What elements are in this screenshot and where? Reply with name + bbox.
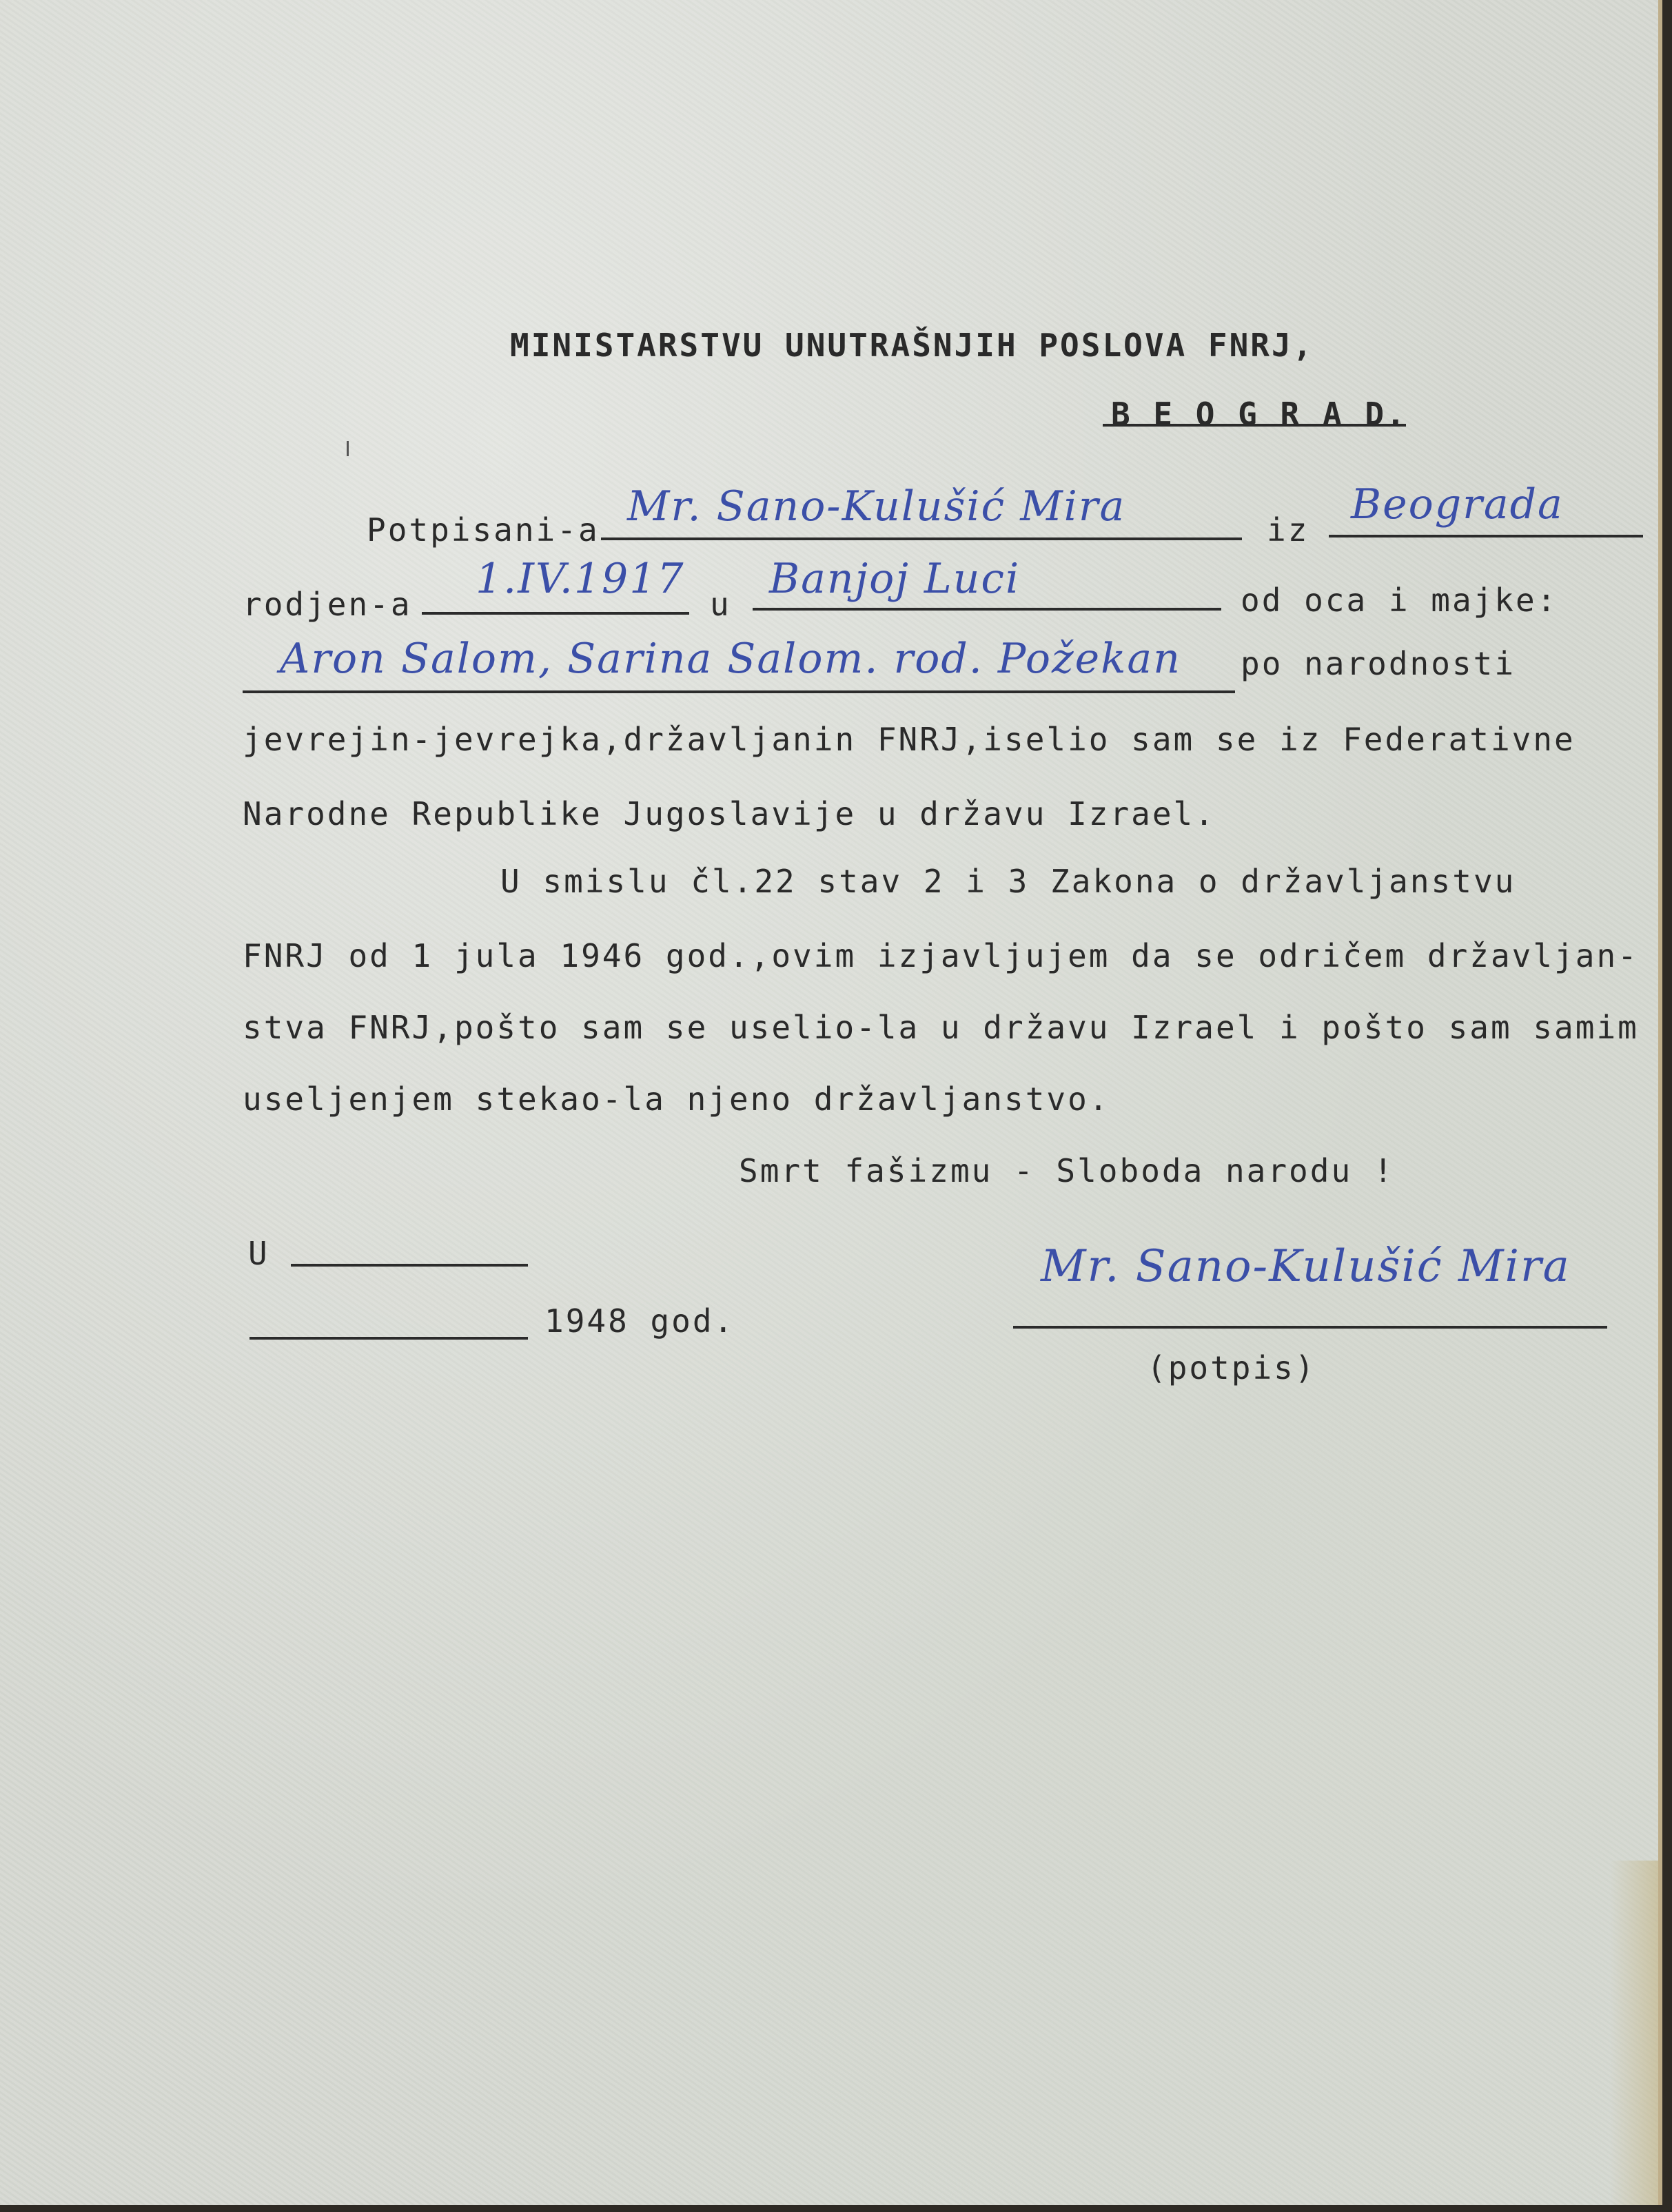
year-text: 1948 god. [544, 1302, 735, 1340]
place-line [291, 1264, 528, 1267]
paragraph-1-line-4: jevrejin-jevrejka,državljanin FNRJ,iselio sam se iz Federativne [243, 721, 1576, 758]
slogan: Smrt fašizmu - Sloboda narodu ! [739, 1152, 1395, 1189]
paragraph-1-line-5: Narodne Republike Jugoslavije u državu Izrael. [243, 795, 1216, 832]
statement-line-1: U smislu čl.22 stav 2 i 3 Zakona o državljanstvu [500, 863, 1516, 900]
place-label: U [248, 1235, 269, 1272]
from-city-handwritten: Beograda [1351, 480, 1564, 529]
statement-line-4: useljenjem stekao-la njeno državljanstvo. [243, 1081, 1110, 1118]
date-line [249, 1337, 528, 1340]
signed-name-handwritten: Mr. Sano-Kulušić Mira [627, 482, 1126, 531]
from-city-line [1329, 535, 1643, 537]
signature-caption: (potpis) [1147, 1349, 1316, 1386]
signature-line [1013, 1326, 1607, 1329]
parents-line [243, 690, 1235, 693]
born-date-handwritten: 1.IV.1917 [476, 555, 685, 603]
statement-line-3: stva FNRJ,pošto sam se uselio-la u državu Izrael i pošto sam samim [243, 1009, 1639, 1046]
signed-name-line [601, 537, 1242, 540]
born-label: rodjen-a [243, 586, 412, 623]
parents-handwritten: Aron Salom, Sarina Salom. rod. Požekan [280, 635, 1181, 683]
signed-label: Potpisani-a [367, 511, 600, 549]
paper-stain [1610, 1861, 1658, 2205]
born-place-line [753, 608, 1221, 611]
nationality-label: po narodnosti [1241, 645, 1516, 682]
born-date-line [422, 612, 689, 615]
from-label: iz [1267, 511, 1309, 549]
signature-handwritten: Mr. Sano-Kulušić Mira [1041, 1241, 1571, 1292]
parents-label: od oca i majke: [1241, 582, 1558, 619]
stray-mark [347, 441, 350, 456]
addressee-line-1: MINISTARSTVU UNUTRAŠNJIH POSLOVA FNRJ, [510, 327, 1314, 364]
born-in-label: u [710, 586, 731, 623]
addressee-line-2: B E O G R A D. [1111, 396, 1407, 433]
addressee-underline [1103, 424, 1406, 427]
statement-line-2: FNRJ od 1 jula 1946 god.,ovim izjavljujem da se odričem državljan- [243, 937, 1639, 974]
born-place-handwritten: Banjoj Luci [769, 555, 1021, 603]
